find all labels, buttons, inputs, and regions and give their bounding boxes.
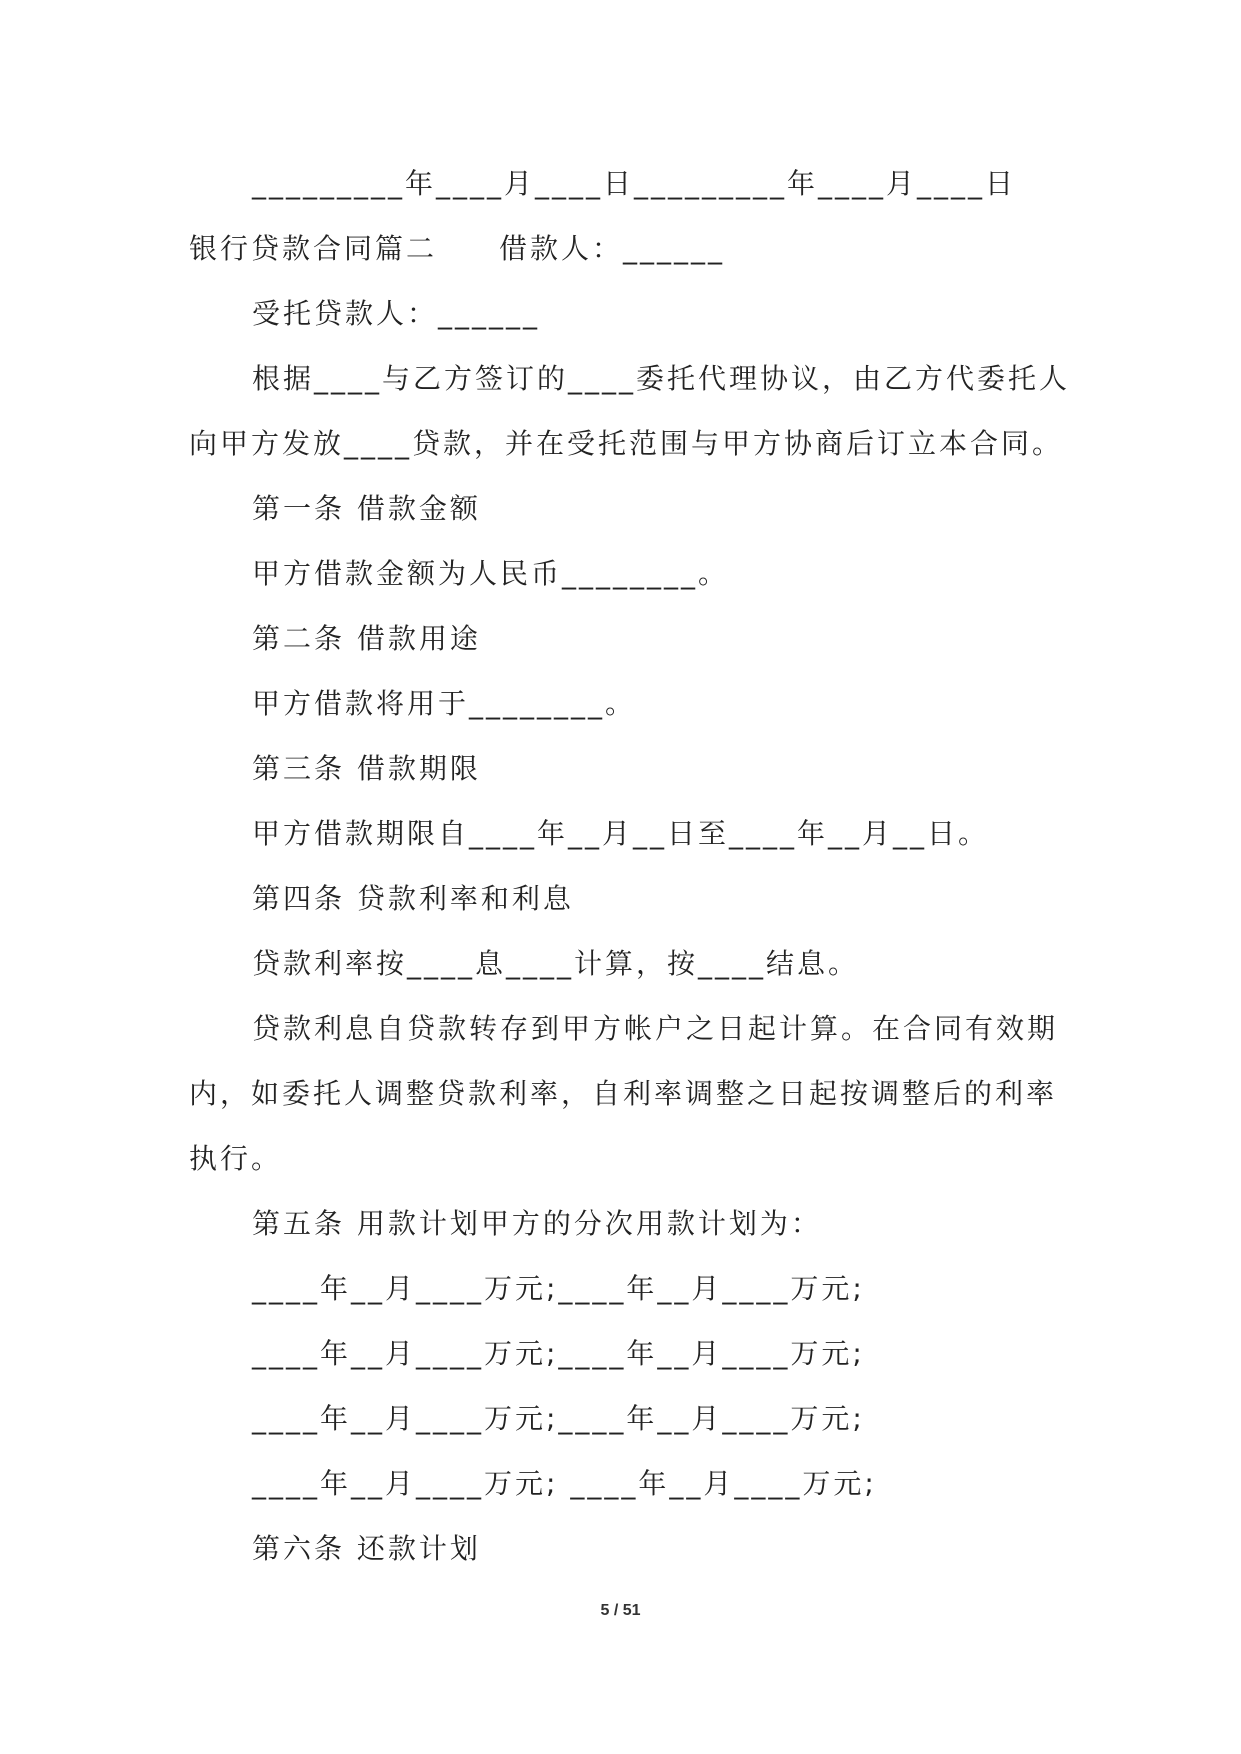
trustee-lender-line: 受托贷款人：______ (252, 297, 541, 330)
section-heading-borrower: 银行贷款合同篇二 借款人：______ (189, 232, 726, 265)
article-heading: 第二条 借款用途 (252, 622, 481, 655)
payment-plan-line: ____年__月____万元;____年__月____万元; (252, 1402, 865, 1435)
paragraph-line: 贷款利率按____息____计算，按____结息。 (252, 947, 860, 980)
article-heading: 第六条 还款计划 (252, 1532, 481, 1565)
payment-plan-line: ____年__月____万元; ____年__月____万元; (252, 1467, 877, 1500)
payment-plan-line: ____年__月____万元;____年__月____万元; (252, 1337, 865, 1370)
paragraph-line: 甲方借款金额为人民币________。 (252, 557, 730, 590)
article-heading: 第五条 用款计划甲方的分次用款计划为： (252, 1207, 822, 1240)
payment-plan-line: ____年__月____万元;____年__月____万元; (252, 1272, 865, 1305)
paragraph-line: 贷款利息自贷款转存到甲方帐户之日起计算。在合同有效期 (252, 1012, 1059, 1045)
paragraph-line: 内，如委托人调整贷款利率，自利率调整之日起按调整后的利率 (189, 1077, 1058, 1110)
article-heading: 第三条 借款期限 (252, 752, 481, 785)
page-number: 5 / 51 (600, 1602, 641, 1619)
date-signature-line: _________年____月____日_________年____月____日 (252, 167, 1017, 200)
paragraph-line: 向甲方发放____贷款，并在受托范围与甲方协商后订立本合同。 (189, 427, 1064, 460)
paragraph-line: 根据____与乙方签订的____委托代理协议，由乙方代委托人 (252, 362, 1071, 395)
paragraph-line: 执行。 (189, 1142, 283, 1175)
article-heading: 第一条 借款金额 (252, 492, 481, 525)
paragraph-line: 甲方借款期限自____年__月__日至____年__月__日。 (252, 817, 990, 850)
article-heading: 第四条 贷款利率和利息 (252, 882, 574, 915)
paragraph-line: 甲方借款将用于________。 (252, 687, 637, 720)
